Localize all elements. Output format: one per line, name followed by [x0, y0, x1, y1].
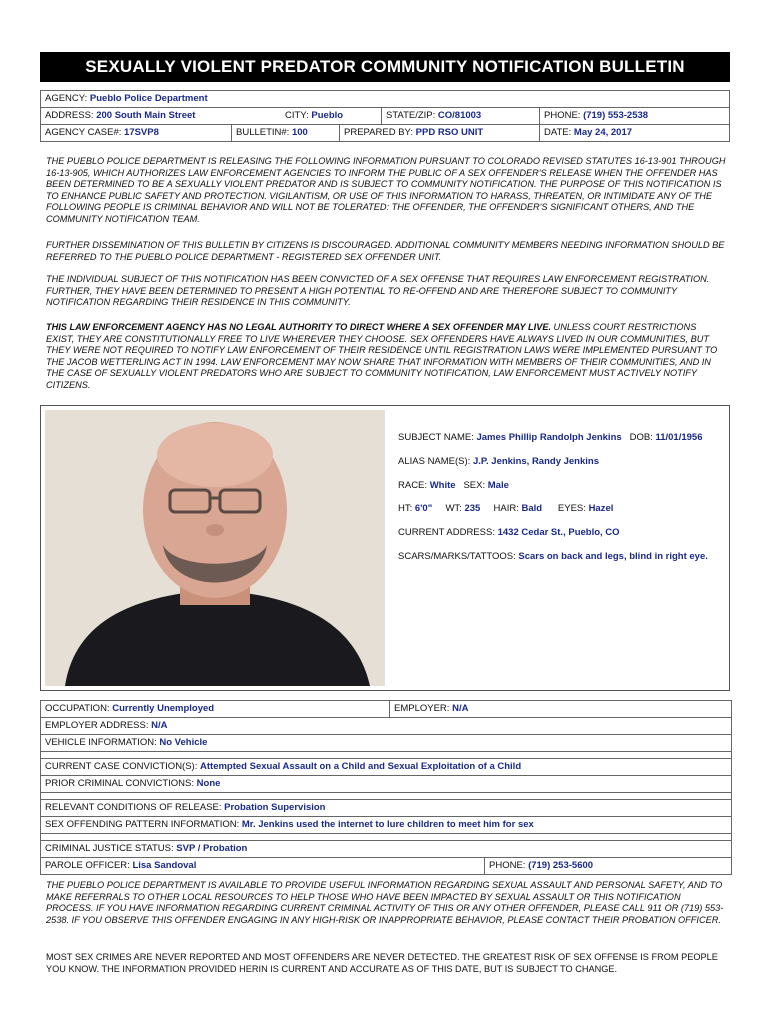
divider: [41, 751, 731, 758]
race-sex-line: [398, 480, 509, 491]
prior-label: PRIOR CRIMINAL CONVICTIONS:: [45, 778, 195, 789]
subject-name-value: James Phillip Randolph Jenkins: [476, 432, 622, 443]
details-table: [40, 700, 732, 875]
address-cell: [41, 108, 281, 124]
agency-header-table: [40, 90, 730, 142]
case-cell: [41, 125, 231, 141]
prepared-value: PPD RSO UNIT: [415, 127, 484, 138]
prior-cell: [41, 776, 729, 792]
ht-value: 6'0": [414, 503, 433, 514]
subject-photo: [45, 410, 385, 686]
employer-address-label: EMPLOYER ADDRESS:: [45, 720, 149, 731]
pattern-label: SEX OFFENDING PATTERN INFORMATION:: [45, 819, 240, 830]
dob-label: DOB:: [629, 432, 653, 443]
ht-label: HT:: [398, 503, 413, 514]
wt-label: WT:: [445, 503, 462, 514]
risk-paragraph: MOST SEX CRIMES ARE NEVER REPORTED AND MOST OFFENDERS ARE NEVER DETECTED. THE GREATEST RISK OF SEX OFFENSE IS FROM PEOPLE YOU KNOW. THE INFORMATION PROVIDED HERIN IS CURRENT AND ACCURATE AS OF THIS DATE, BUT IS SUBJECT TO CHANGE.: [46, 952, 718, 974]
status-value: SVP / Probation: [176, 843, 248, 854]
agency-cell: [41, 91, 729, 107]
date-cell: [539, 125, 729, 141]
current-address-line: [398, 527, 620, 538]
parole-value: Lisa Sandoval: [132, 860, 197, 871]
occupation-value: Currently Unemployed: [112, 703, 215, 714]
pattern-cell: [41, 817, 729, 833]
occupation-label: OCCUPATION:: [45, 703, 110, 714]
eyes-value: Hazel: [588, 503, 614, 514]
pattern-value: Mr. Jenkins used the internet to lure children to meet him for sex: [241, 819, 534, 830]
subject-name-label: SUBJECT NAME:: [398, 432, 474, 443]
subject-paragraph: THE INDIVIDUAL SUBJECT OF THIS NOTIFICATION HAS BEEN CONVICTED OF A SEX OFFENSE THAT REQUIRES LAW ENFORCEMENT REGISTRATION. FURTHER, THEY HAVE BEEN DETERMINED TO PRESENT A HIGH POTENTIAL TO RE-OFFEND AND ARE THEREFORE SUBJECT TO COMMUNITY NOTIFICATION REGARDING THEIR RESIDENCE IN THIS COMMUNITY.: [46, 274, 710, 308]
resources-paragraph: THE PUEBLO POLICE DEPARTMENT IS AVAILABLE TO PROVIDE USEFUL INFORMATION REGARDING SEXUAL ASSAULT AND PERSONAL SAFETY, AND TO MAKE REFERRALS TO OTHER LOCAL RESOURCES TO HELP THOSE WHO HAVE BEEN IMPACTED BY SEXUAL ASSAULT OR THIS NOTIFICATION PROCESS. IF YOU HAVE INFORMATION REGARDING CURRENT CRIMINAL ACTIVITY OF THIS OR ANY OTHER OFFENDER, PLEASE CALL 911 OR (719) 553-2538. IF YOU OBSERVE THIS OFFENDER ENGAGING IN ANY HIGH-RISK OR INAPPROPRIATE BEHAVIOR, PLEASE CONTACT THEIR PROBATION OFFICER.: [46, 880, 724, 925]
subject-portrait-image: [45, 410, 385, 686]
agency-value: Pueblo Police Department: [89, 93, 208, 104]
phone-value: (719) 553-2538: [583, 110, 649, 121]
bulletin-value: 100: [291, 127, 308, 138]
race-label: RACE:: [398, 480, 428, 491]
wt-value: 235: [464, 503, 481, 514]
case-label: AGENCY CASE#:: [45, 127, 122, 138]
subject-name-line: [398, 432, 703, 443]
alias-line: [398, 456, 599, 467]
vehicle-cell: [41, 735, 729, 751]
conviction-value: Attempted Sexual Assault on a Child and Sexual Exploitation of a Child: [200, 761, 522, 772]
phone-label: PHONE:: [544, 110, 581, 121]
city-value: Pueblo: [311, 110, 344, 121]
agency-label: AGENCY:: [45, 93, 88, 104]
occupation-cell: [41, 701, 389, 717]
phone-cell: [539, 108, 729, 124]
statezip-cell: [381, 108, 539, 124]
city-cell: [281, 108, 381, 124]
date-value: May 24, 2017: [573, 127, 633, 138]
release-value: Probation Supervision: [224, 802, 326, 813]
address-value: 200 South Main Street: [96, 110, 196, 121]
authority-paragraph: [46, 322, 726, 392]
employer-address-cell: [41, 718, 729, 734]
statezip-label: STATE/ZIP:: [386, 110, 436, 121]
authority-bold-text: THIS LAW ENFORCEMENT AGENCY HAS NO LEGAL AUTHORITY TO DIRECT WHERE A SEX OFFENDER MAY LIVE.: [46, 322, 551, 332]
statute-paragraph: THE PUEBLO POLICE DEPARTMENT IS RELEASING THE FOLLOWING INFORMATION PURSUANT TO COLORADO REVISED STATUTES 16-13-901 THROUGH 16-13-905, WHICH AUTHORIZES LAW ENFORCEMENT AGENCIES TO INFORM THE PUBLIC OF A SEX OFFENDER'S RELEASE WHEN THE OFFENDER HAS BEEN DETERMINED TO BE A SEXUALLY VIOLENT PREDATOR AND IS SUBJECT TO COMMUNITY NOTIFICATION. THE PURPOSE OF THIS NOTIFICATION IS TO ENHANCE PUBLIC SAFETY AND PROTECTION. VIGILANTISM, OR USE OF THIS INFORMATION TO HARASS, THREATEN, OR INTIMIDATE ANY OF THE FOLLOWING PEOPLE IS CRIMINAL BEHAVIOR AND WILL NOT BE TOLERATED: THE OFFENDER, THE OFFENDER'S SIGNIFICANT OTHERS, AND THE COMMUNITY NOTIFICATION TEAM.: [46, 156, 726, 224]
employer-value: N/A: [452, 703, 469, 714]
employer-address-value: N/A: [151, 720, 168, 731]
release-label: RELEVANT CONDITIONS OF RELEASE:: [45, 802, 222, 813]
vehicle-value: No Vehicle: [159, 737, 208, 748]
hair-label: HAIR:: [493, 503, 519, 514]
conviction-cell: [41, 759, 729, 775]
status-cell: [41, 841, 729, 857]
conviction-label: CURRENT CASE CONVICTION(S):: [45, 761, 198, 772]
parole-phone-value: (719) 253-5600: [528, 860, 594, 871]
employer-cell: [389, 701, 729, 717]
dissemination-paragraph: FURTHER DISSEMINATION OF THIS BULLETIN BY CITIZENS IS DISCOURAGED. ADDITIONAL COMMUNITY MEMBERS NEEDING INFORMATION SHOULD BE REFERRED TO THE PUEBLO POLICE DEPARTMENT - REGISTERED SEX OFFENDER UNIT.: [46, 240, 725, 262]
statezip-value: CO/81003: [437, 110, 482, 121]
prior-value: None: [196, 778, 221, 789]
parole-phone-label: PHONE:: [489, 860, 526, 871]
employer-label: EMPLOYER:: [394, 703, 450, 714]
release-cell: [41, 800, 729, 816]
current-address-label: CURRENT ADDRESS:: [398, 527, 495, 538]
address-label: ADDRESS:: [45, 110, 94, 121]
dob-value: 11/01/1956: [655, 432, 703, 443]
eyes-label: EYES:: [557, 503, 586, 514]
status-label: CRIMINAL JUSTICE STATUS:: [45, 843, 174, 854]
date-label: DATE:: [544, 127, 572, 138]
sex-value: Male: [487, 480, 509, 491]
case-value: 17SVP8: [124, 127, 159, 138]
alias-label: ALIAS NAME(S):: [398, 456, 471, 467]
scars-label: SCARS/MARKS/TATTOOS:: [398, 551, 516, 562]
parole-phone-cell: [484, 858, 729, 874]
current-address-value: 1432 Cedar St., Pueblo, CO: [497, 527, 620, 538]
divider: [41, 833, 731, 840]
divider: [41, 792, 731, 799]
parole-label: PAROLE OFFICER:: [45, 860, 130, 871]
city-label: CITY:: [285, 110, 309, 121]
bulletin-label: BULLETIN#:: [236, 127, 290, 138]
scars-value: Scars on back and legs, blind in right eye.: [518, 551, 708, 562]
authority-rest-text: UNLESS COURT RESTRICTIONS EXIST, THEY ARE CONSTITUTIONALLY FREE TO LIVE WHEREVER THEY CHOOSE. SEX OFFENDERS HAVE ALWAYS LIVED IN OUR COMMUNITIES, BUT THEY WERE NOT REQUIRED TO NOTIFY LAW ENFORCEMENT OF THEIR RESIDENCE UNTIL REGISTRATION LAWS WERE IMPLEMENTED PURSUANT TO THE JACOB WETTERLING ACT IN 1994. LAW ENFORCEMENT MAY NOW SHARE THAT INFORMATION WITH MEMBERS OF THEIR COMMUNITIES, AND IN THE CASE OF SEXUALLY VIOLENT PREDATORS WHO ARE SUBJECT TO COMMUNITY NOTIFICATION, LAW ENFORCEMENT MUST ACTIVELY NOTIFY CITIZENS.: [46, 322, 718, 390]
physical-line: [398, 503, 613, 514]
vehicle-label: VEHICLE INFORMATION:: [45, 737, 157, 748]
prepared-label: PREPARED BY:: [344, 127, 413, 138]
bulletin-cell: [231, 125, 339, 141]
alias-value: J.P. Jenkins, Randy Jenkins: [472, 456, 599, 467]
hair-value: Bald: [521, 503, 543, 514]
scars-line: [398, 551, 718, 563]
bulletin-title: SEXUALLY VIOLENT PREDATOR COMMUNITY NOTIFICATION BULLETIN: [40, 52, 730, 82]
race-value: White: [429, 480, 456, 491]
parole-cell: [41, 858, 484, 874]
sex-label: SEX:: [463, 480, 486, 491]
prepared-cell: [339, 125, 539, 141]
